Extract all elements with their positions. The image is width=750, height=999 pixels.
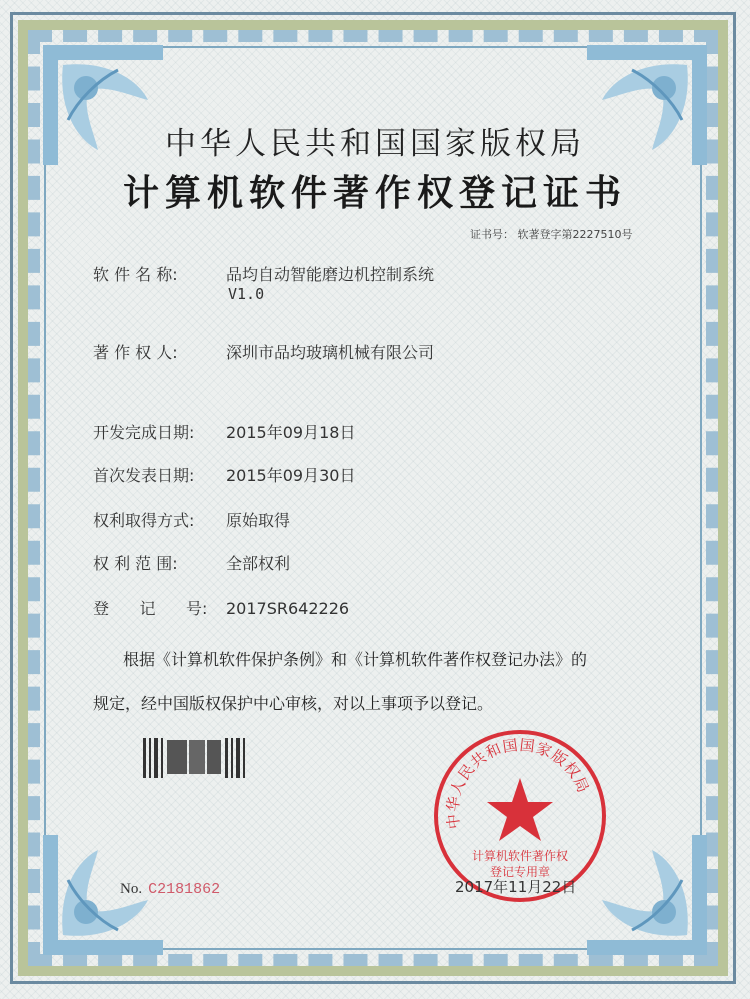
acquire-label: 权利取得方式: — [93, 511, 195, 530]
seal-line-1: 计算机软件著作权 — [471, 849, 569, 863]
seal-ring-text: 中华人民共和国国家版权局 — [443, 735, 593, 830]
barcode-icon — [143, 738, 248, 778]
publish-date-label: 首次发表日期: — [93, 466, 195, 485]
dev-date-row — [93, 420, 355, 443]
registration-value: 2017SR642226 — [226, 599, 350, 618]
seal-line-2: 登记专用章 — [489, 865, 551, 879]
certificate-title: 计算机软件著作权登记证书 — [122, 173, 627, 214]
owner-row — [93, 340, 434, 363]
registration-label: 登 记 号: — [93, 599, 208, 618]
basis-line-2: 规定，经中国版权保护中心审核，对以上事项予以登记。 — [93, 694, 494, 713]
publish-date-row — [93, 463, 355, 486]
basis-statement — [93, 638, 673, 726]
publish-date-value: 2015年09月30日 — [226, 466, 356, 485]
dev-date-value: 2015年09月18日 — [226, 423, 356, 442]
serial-number-label: No. — [120, 881, 143, 897]
scope-row — [93, 551, 290, 574]
scope-value: 全部权利 — [226, 554, 291, 573]
issuing-authority: 中华人民共和国国家版权局 — [165, 126, 585, 162]
acquire-row — [93, 508, 290, 531]
software-version: V1.0 — [228, 285, 265, 303]
basis-line-1: 根据《计算机软件保护条例》和《计算机软件著作权登记办法》的 — [123, 650, 588, 669]
software-name-value: 品均自动智能磨边机控制系统 — [226, 265, 435, 284]
issue-date: 2017年11月22日 — [455, 878, 577, 896]
owner-label: 著 作 权 人: — [93, 343, 178, 362]
acquire-value: 原始取得 — [226, 511, 291, 530]
certificate-number: 证书号： 软著登字第2227510号 — [470, 228, 633, 241]
owner-value: 深圳市品均玻璃机械有限公司 — [226, 343, 435, 362]
serial-number-value: C2181862 — [148, 881, 221, 898]
software-name-row — [93, 262, 434, 285]
scope-label: 权 利 范 围: — [93, 554, 178, 573]
dev-date-label: 开发完成日期: — [93, 423, 195, 442]
serial-number-row — [120, 881, 220, 898]
software-name-label: 软 件 名 称: — [93, 265, 178, 284]
registration-row — [93, 596, 349, 619]
